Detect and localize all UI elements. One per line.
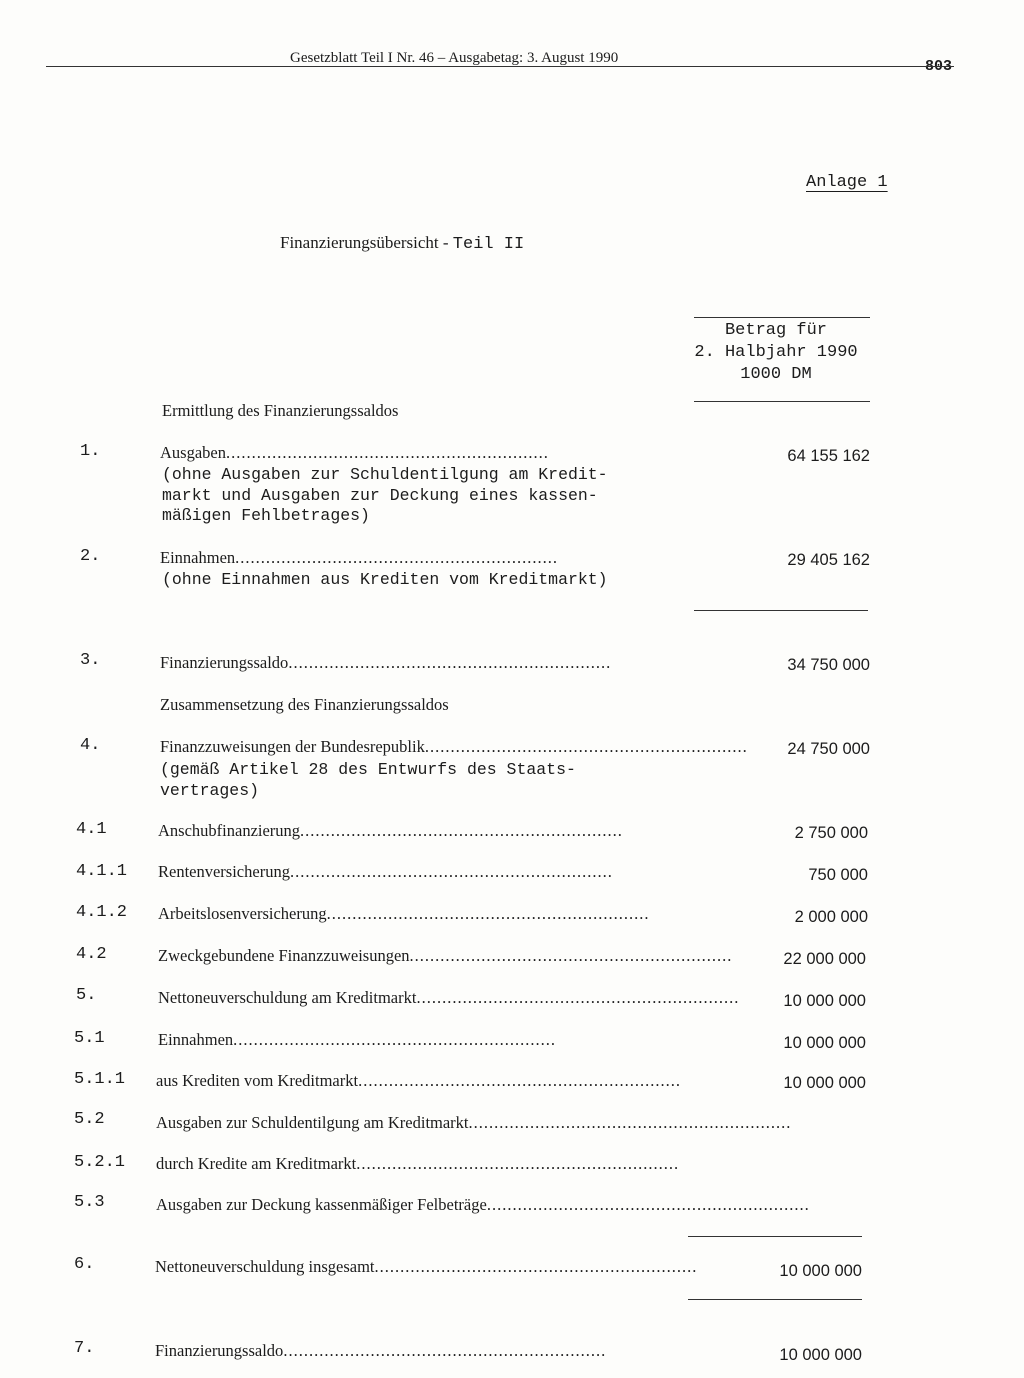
row-label: Nettoneuverschuldung am Kreditmarkt............................................................... (158, 988, 740, 1007)
row-label: durch Kredite am Kreditmarkt............................................................... (156, 1154, 680, 1173)
title-main: Finanzierungsübersicht - (280, 233, 453, 252)
row-number: 3. (80, 651, 101, 670)
page-number: 803 (925, 58, 953, 75)
row-number: 7. (74, 1339, 95, 1358)
row-number: 5.3 (74, 1193, 105, 1212)
row-label: Ausgaben............................................................... (160, 443, 549, 462)
total-rule (688, 1299, 862, 1300)
row-value: 2 750 000 (794, 824, 868, 842)
subtotal-rule (694, 610, 868, 611)
row-number: 5.1 (74, 1029, 105, 1048)
row-label: Ausgaben zur Deckung kassenmäßiger Felbeträge............................................................... (156, 1195, 810, 1214)
row-number: 5. (76, 986, 97, 1005)
row-label: aus Krediten vom Kreditmarkt............................................................... (156, 1071, 681, 1090)
row-number: 5.1.1 (74, 1070, 126, 1089)
row-number: 4. (80, 736, 101, 755)
title-part: Teil II (452, 235, 525, 254)
column-header-line3: 1000 DM (740, 365, 812, 384)
row-number: 4.1.2 (76, 903, 128, 922)
row-value: 24 750 000 (787, 740, 870, 758)
section-heading-ermittlung: Ermittlung des Finanzierungssaldos (162, 401, 399, 420)
row-value: 750 000 (808, 866, 868, 884)
column-header-rule (694, 401, 870, 402)
column-header-line2: 2. Halbjahr 1990 (694, 343, 858, 362)
row-label: Arbeitslosenversicherung............................................................... (158, 904, 650, 923)
row-label: Einnahmen............................................................... (160, 548, 559, 567)
row-label: Zweckgebundene Finanzzuweisungen............................................................... (158, 946, 733, 965)
row-label: Ausgaben zur Schuldentilgung am Kreditmarkt............................................................... (156, 1113, 792, 1132)
row-value: 22 000 000 (783, 950, 866, 968)
column-top-rule (694, 317, 870, 318)
row-value: 10 000 000 (779, 1346, 862, 1364)
row-label: Finanzzuweisungen der Bundesrepublik............................................................... (160, 737, 748, 756)
column-header-line1: Betrag für (724, 321, 828, 340)
row-note: (ohne Ausgaben zur Schuldentilgung am Kredit- markt und Ausgaben zur Deckung eines kassen- mäßigen Fehlbetrages) (162, 465, 608, 525)
row-number: 5.2.1 (74, 1153, 126, 1172)
row-number: 5.2 (74, 1110, 105, 1129)
row-label: Nettoneuverschuldung insgesamt............................................................... (155, 1257, 698, 1276)
row-label: Finanzierungssaldo............................................................... (155, 1341, 607, 1360)
row-value: 10 000 000 (783, 1034, 866, 1052)
subtotal-rule (688, 1236, 862, 1237)
row-label: Anschubfinanzierung............................................................... (158, 821, 623, 840)
header-rule (46, 66, 954, 67)
row-value: 34 750 000 (787, 656, 870, 674)
row-number: 1. (80, 442, 101, 461)
row-number: 6. (74, 1255, 95, 1274)
anlage-label: Anlage 1 (806, 173, 888, 192)
row-note: (gemäß Artikel 28 des Entwurfs des Staats- vertrages) (160, 760, 576, 800)
running-title: Gesetzblatt Teil I Nr. 46 – Ausgabetag: 3. August 1990 (290, 50, 619, 66)
document-title (280, 233, 524, 254)
row-number: 4.1.1 (76, 862, 128, 881)
row-number: 2. (80, 547, 101, 566)
section-heading-zusammensetzung: Zusammensetzung des Finanzierungssaldos (160, 695, 449, 714)
row-value: 29 405 162 (787, 551, 870, 569)
row-number: 4.1 (76, 820, 107, 839)
row-value: 10 000 000 (783, 992, 866, 1010)
row-number: 4.2 (76, 945, 107, 964)
row-value: 2 000 000 (794, 908, 868, 926)
row-label: Rentenversicherung............................................................... (158, 862, 613, 881)
row-label: Finanzierungssaldo............................................................... (160, 653, 612, 672)
row-note: (ohne Einnahmen aus Krediten vom Kreditmarkt) (162, 570, 608, 589)
row-label: Einnahmen............................................................... (158, 1030, 557, 1049)
row-value: 10 000 000 (779, 1262, 862, 1280)
row-value: 10 000 000 (783, 1074, 866, 1092)
row-value: 64 155 162 (787, 447, 870, 465)
column-header (686, 320, 866, 386)
